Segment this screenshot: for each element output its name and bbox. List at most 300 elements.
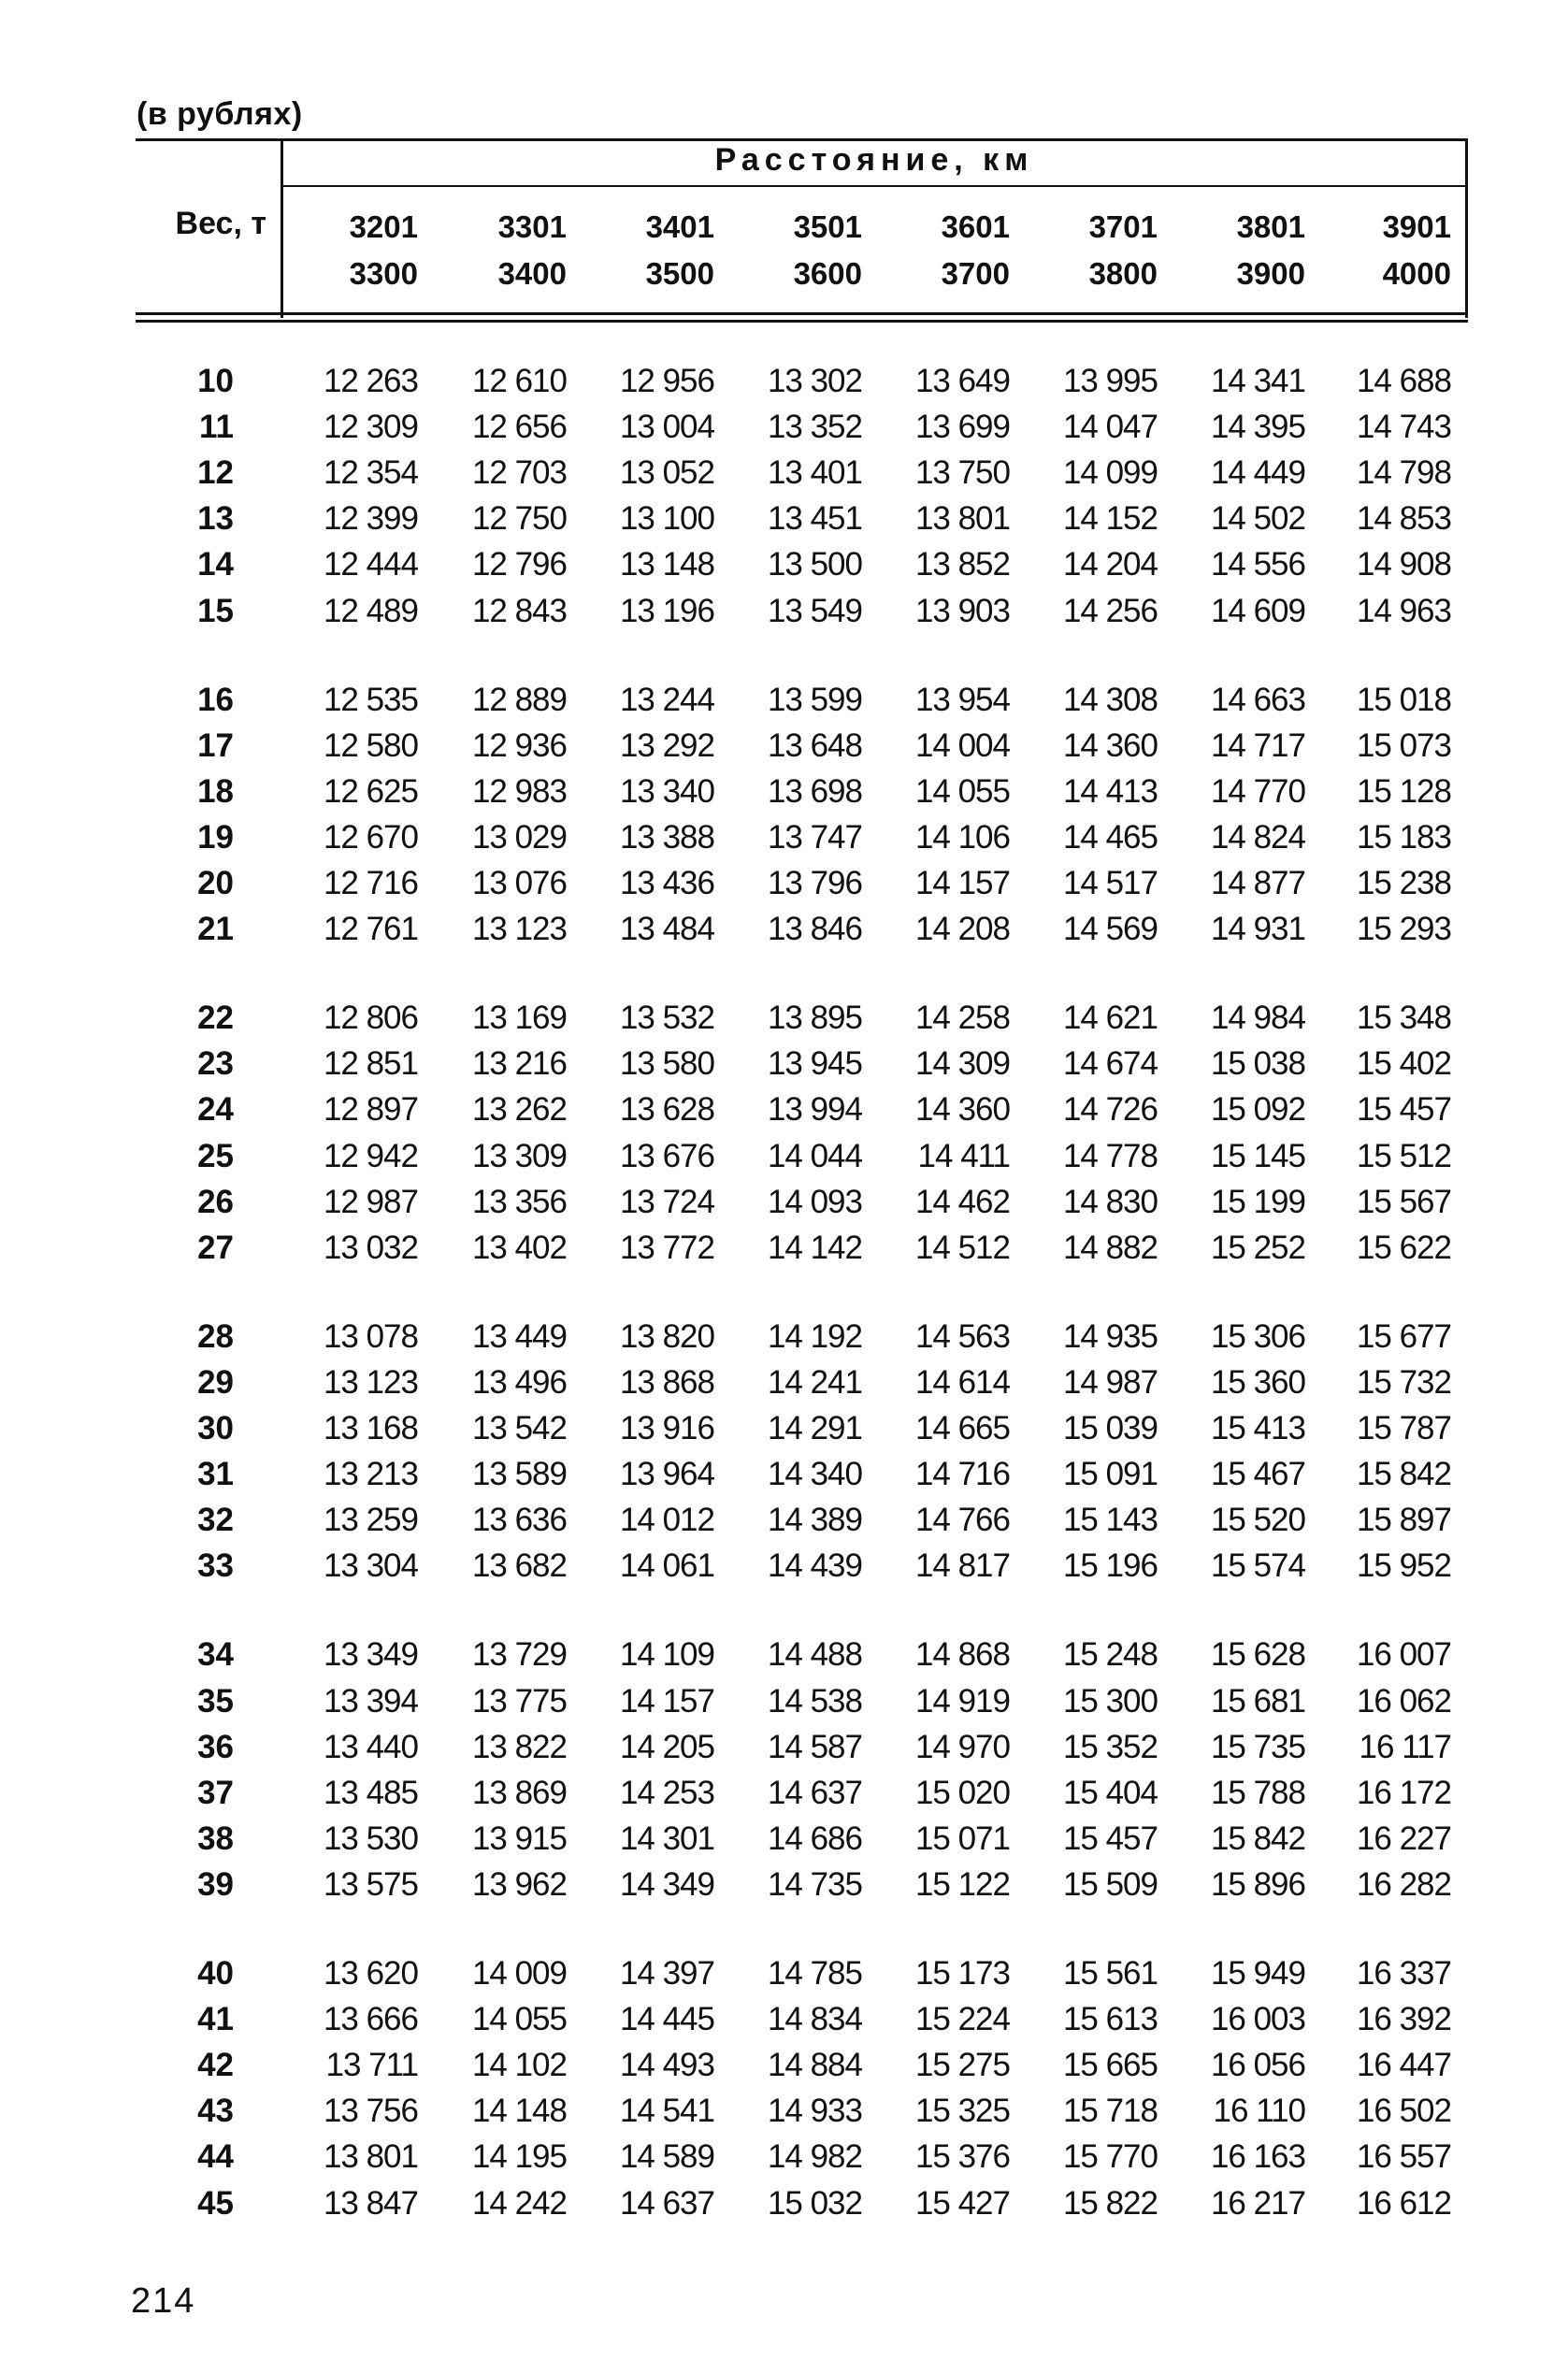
price-cell: 15 628 — [1210, 1636, 1305, 1674]
price-cell: 13 636 — [471, 1502, 567, 1539]
price-cell: 14 970 — [914, 1728, 1010, 1765]
table-row — [0, 911, 1568, 957]
price-cell: 15 567 — [1356, 1183, 1451, 1220]
price-cell: 12 983 — [471, 772, 567, 810]
price-cell: 14 637 — [619, 2184, 714, 2222]
price-cell: 13 292 — [619, 727, 714, 764]
table-row — [0, 1318, 1568, 1364]
price-cell: 15 293 — [1356, 911, 1451, 948]
price-cell: 14 517 — [1062, 865, 1158, 901]
range-from: 3501 — [793, 209, 862, 244]
table-row — [0, 500, 1568, 546]
price-cell: 14 798 — [1356, 454, 1451, 492]
weight-cell: 23 — [197, 1045, 234, 1083]
price-cell: 15 718 — [1062, 2093, 1158, 2130]
distance-range-header — [296, 204, 418, 297]
price-cell: 13 772 — [619, 1229, 714, 1266]
price-cell: 15 348 — [1356, 1000, 1451, 1037]
weight-cell: 39 — [197, 1865, 234, 1903]
price-cell: 14 258 — [914, 1000, 1010, 1037]
price-cell: 15 020 — [914, 1774, 1010, 1811]
price-cell: 13 964 — [619, 1456, 714, 1493]
price-cell: 13 244 — [619, 681, 714, 718]
price-cell: 14 834 — [767, 2001, 862, 2038]
price-cell: 14 208 — [914, 911, 1010, 948]
price-cell: 13 496 — [471, 1363, 567, 1401]
price-cell: 15 467 — [1210, 1456, 1305, 1493]
distance-range-header — [445, 204, 567, 297]
table-row — [0, 2093, 1568, 2138]
price-cell: 13 388 — [619, 818, 714, 856]
price-cell: 13 869 — [471, 1774, 567, 1811]
price-cell: 13 436 — [619, 865, 714, 901]
price-cell: 15 427 — [914, 2184, 1010, 2222]
weight-cell: 18 — [197, 772, 234, 810]
table-row — [0, 1866, 1568, 1912]
range-from: 3801 — [1236, 209, 1305, 244]
price-cell: 14 204 — [1062, 546, 1158, 583]
price-cell: 12 535 — [323, 681, 418, 718]
price-cell: 12 656 — [471, 409, 567, 446]
table-row — [0, 727, 1568, 773]
price-cell: 15 842 — [1356, 1456, 1451, 1493]
price-cell: 13 729 — [471, 1636, 567, 1674]
price-cell: 14 004 — [914, 727, 1010, 764]
price-cell: 12 444 — [323, 546, 418, 583]
price-cell: 13 994 — [767, 1091, 862, 1129]
price-cell: 13 962 — [471, 1865, 567, 1903]
price-cell: 14 109 — [619, 1636, 714, 1674]
price-cell: 13 440 — [323, 1728, 418, 1765]
range-from: 3601 — [941, 209, 1010, 244]
price-cell: 14 785 — [767, 1955, 862, 1992]
price-cell: 14 192 — [767, 1317, 862, 1355]
price-cell: 12 716 — [323, 865, 418, 901]
price-cell: 16 557 — [1356, 2138, 1451, 2176]
price-cell: 16 612 — [1356, 2184, 1451, 2222]
price-cell: 14 665 — [914, 1410, 1010, 1446]
price-cell: 15 360 — [1210, 1363, 1305, 1401]
price-cell: 16 003 — [1210, 2001, 1305, 2038]
distance-range-header — [593, 204, 714, 297]
price-cell: 14 195 — [471, 2138, 567, 2176]
weight-cell: 30 — [197, 1410, 234, 1446]
range-from: 3201 — [349, 209, 418, 244]
price-cell: 13 196 — [619, 592, 714, 629]
price-cell: 15 512 — [1356, 1137, 1451, 1174]
table-row — [0, 1045, 1568, 1091]
price-cell: 15 770 — [1062, 2138, 1158, 2176]
price-cell: 13 532 — [619, 1000, 714, 1037]
price-cell: 12 956 — [619, 363, 714, 399]
range-to: 3700 — [941, 256, 1010, 291]
price-cell: 16 172 — [1356, 1774, 1451, 1811]
weight-cell: 35 — [197, 1682, 234, 1719]
price-cell: 13 682 — [471, 1547, 567, 1585]
price-cell: 14 717 — [1210, 727, 1305, 764]
price-cell: 13 846 — [767, 911, 862, 948]
price-cell: 13 868 — [619, 1363, 714, 1401]
price-cell: 13 820 — [619, 1317, 714, 1355]
table-row — [0, 2001, 1568, 2047]
weight-cell: 28 — [197, 1317, 234, 1355]
range-from: 3401 — [645, 209, 714, 244]
price-cell: 15 224 — [914, 2001, 1010, 2038]
price-cell: 12 309 — [323, 409, 418, 446]
table-row — [0, 2185, 1568, 2231]
price-cell: 14 253 — [619, 1774, 714, 1811]
weight-cell: 32 — [197, 1502, 234, 1539]
price-cell: 13 076 — [471, 865, 567, 901]
distance-range-header — [1330, 204, 1451, 297]
weight-cell: 36 — [197, 1728, 234, 1765]
table-header — [136, 138, 1468, 318]
price-cell: 14 309 — [914, 1045, 1010, 1083]
weight-cell: 44 — [197, 2138, 234, 2176]
price-cell: 13 648 — [767, 727, 862, 764]
price-cell: 13 575 — [323, 1865, 418, 1903]
header-bottom-rule-double — [136, 320, 1468, 323]
price-cell: 13 213 — [323, 1456, 418, 1493]
price-cell: 16 163 — [1210, 2138, 1305, 2176]
price-cell: 13 895 — [767, 1000, 862, 1037]
price-cell: 14 205 — [619, 1728, 714, 1765]
price-cell: 13 954 — [914, 681, 1010, 718]
price-cell: 14 778 — [1062, 1137, 1158, 1174]
weight-cell: 11 — [199, 409, 234, 446]
price-cell: 14 743 — [1356, 409, 1451, 446]
table-row — [0, 682, 1568, 727]
price-cell: 13 580 — [619, 1045, 714, 1083]
weight-cell: 43 — [197, 2093, 234, 2130]
price-cell: 13 666 — [323, 2001, 418, 2038]
price-cell: 13 995 — [1062, 363, 1158, 399]
weight-cell: 31 — [197, 1456, 234, 1493]
price-cell: 14 884 — [767, 2047, 862, 2084]
price-cell: 14 908 — [1356, 546, 1451, 583]
weight-column-header: Вес, т — [175, 206, 266, 241]
distance-range-header — [741, 204, 862, 297]
header-mid-rule — [281, 185, 1468, 187]
price-cell: 16 062 — [1356, 1682, 1451, 1719]
price-cell: 15 173 — [914, 1955, 1010, 1992]
price-cell: 14 341 — [1210, 363, 1305, 399]
price-cell: 16 110 — [1213, 2093, 1305, 2130]
table-row — [0, 1364, 1568, 1410]
price-cell: 14 061 — [619, 1547, 714, 1585]
price-cell: 16 282 — [1356, 1865, 1451, 1903]
price-cell: 14 984 — [1210, 1000, 1305, 1037]
price-cell: 13 796 — [767, 865, 862, 901]
price-cell: 14 541 — [619, 2093, 714, 2130]
price-cell: 14 044 — [767, 1137, 862, 1174]
price-cell: 14 389 — [767, 1502, 862, 1539]
price-cell: 15 404 — [1062, 1774, 1158, 1811]
price-cell: 14 395 — [1210, 409, 1305, 446]
price-cell: 13 945 — [767, 1045, 862, 1083]
price-cell: 13 169 — [471, 1000, 567, 1037]
price-cell: 13 029 — [471, 818, 567, 856]
price-cell: 13 750 — [914, 454, 1010, 492]
price-cell: 12 610 — [471, 363, 567, 399]
price-cell: 14 735 — [767, 1865, 862, 1903]
price-cell: 13 309 — [471, 1137, 567, 1174]
price-cell: 13 756 — [323, 2093, 418, 2130]
table-row — [0, 1410, 1568, 1456]
table-row — [0, 1184, 1568, 1230]
price-cell: 13 903 — [914, 592, 1010, 629]
weight-cell: 21 — [197, 911, 234, 948]
price-cell: 15 039 — [1062, 1410, 1158, 1446]
weight-cell: 37 — [197, 1774, 234, 1811]
price-cell: 14 563 — [914, 1317, 1010, 1355]
price-cell: 12 761 — [323, 911, 418, 948]
price-cell: 14 157 — [619, 1682, 714, 1719]
price-cell: 14 106 — [914, 818, 1010, 856]
price-cell: 13 340 — [619, 772, 714, 810]
weight-cell: 29 — [197, 1363, 234, 1401]
price-cell: 13 302 — [767, 363, 862, 399]
price-cell: 15 073 — [1356, 727, 1451, 764]
range-to: 3500 — [645, 256, 714, 291]
price-cell: 13 500 — [767, 546, 862, 583]
price-cell: 13 451 — [767, 500, 862, 538]
price-cell: 12 263 — [323, 363, 418, 399]
price-cell: 12 580 — [323, 727, 418, 764]
price-cell: 14 987 — [1062, 1363, 1158, 1401]
price-cell: 14 674 — [1062, 1045, 1158, 1083]
price-cell: 12 806 — [323, 1000, 418, 1037]
price-cell: 13 356 — [471, 1183, 567, 1220]
price-cell: 15 681 — [1210, 1682, 1305, 1719]
weight-cell: 33 — [197, 1547, 234, 1585]
price-cell: 15 092 — [1210, 1091, 1305, 1129]
price-cell: 14 637 — [767, 1774, 862, 1811]
price-cell: 13 032 — [323, 1229, 418, 1266]
price-cell: 15 091 — [1062, 1456, 1158, 1493]
weight-cell: 34 — [197, 1636, 234, 1674]
price-cell: 13 628 — [619, 1091, 714, 1129]
price-cell: 14 242 — [471, 2184, 567, 2222]
table-row — [0, 1636, 1568, 1682]
price-cell: 13 530 — [323, 1820, 418, 1857]
price-cell: 15 143 — [1062, 1502, 1158, 1539]
price-cell: 13 915 — [471, 1820, 567, 1857]
weight-cell: 41 — [197, 2001, 234, 2038]
price-cell: 15 787 — [1356, 1410, 1451, 1446]
price-cell: 13 698 — [767, 772, 862, 810]
table-row — [0, 1683, 1568, 1729]
price-cell: 13 589 — [471, 1456, 567, 1493]
price-cell: 15 032 — [767, 2184, 862, 2222]
table-row — [0, 546, 1568, 592]
price-cell: 14 142 — [767, 1229, 862, 1266]
price-cell: 15 376 — [914, 2138, 1010, 2176]
table-row — [0, 1000, 1568, 1045]
price-cell: 13 262 — [471, 1091, 567, 1129]
price-cell: 14 360 — [1062, 727, 1158, 764]
price-cell: 15 622 — [1356, 1229, 1451, 1266]
weight-cell: 19 — [197, 818, 234, 856]
table-row — [0, 1775, 1568, 1820]
weight-cell: 12 — [197, 454, 234, 492]
price-cell: 14 919 — [914, 1682, 1010, 1719]
price-cell: 14 488 — [767, 1636, 862, 1674]
price-cell: 13 449 — [471, 1317, 567, 1355]
price-cell: 14 256 — [1062, 592, 1158, 629]
weight-cell: 38 — [197, 1820, 234, 1857]
price-cell: 12 703 — [471, 454, 567, 492]
price-cell: 14 009 — [471, 1955, 567, 1992]
price-cell: 14 502 — [1210, 500, 1305, 538]
range-to: 3400 — [497, 256, 567, 291]
table-row — [0, 1729, 1568, 1775]
table-row — [0, 1230, 1568, 1275]
table-row — [0, 409, 1568, 454]
weight-cell: 13 — [197, 500, 234, 538]
price-cell: 14 963 — [1356, 592, 1451, 629]
price-cell: 15 145 — [1210, 1137, 1305, 1174]
price-cell: 13 542 — [471, 1410, 567, 1446]
price-cell: 12 942 — [323, 1137, 418, 1174]
price-cell: 12 750 — [471, 500, 567, 538]
price-cell: 15 038 — [1210, 1045, 1305, 1083]
price-cell: 15 788 — [1210, 1774, 1305, 1811]
price-cell: 16 217 — [1210, 2184, 1305, 2222]
price-cell: 15 018 — [1356, 681, 1451, 718]
price-cell: 14 012 — [619, 1502, 714, 1539]
price-cell: 14 411 — [917, 1137, 1010, 1174]
table-row — [0, 2138, 1568, 2184]
header-bottom-rule — [136, 312, 1468, 315]
price-cell: 14 449 — [1210, 454, 1305, 492]
price-cell: 13 620 — [323, 1955, 418, 1992]
price-cell: 13 699 — [914, 409, 1010, 446]
price-cell: 15 122 — [914, 1865, 1010, 1903]
table-row — [0, 1955, 1568, 2001]
price-cell: 14 413 — [1062, 772, 1158, 810]
price-cell: 12 670 — [323, 818, 418, 856]
price-cell: 16 337 — [1356, 1955, 1451, 1992]
range-to: 3600 — [793, 256, 862, 291]
price-cell: 12 936 — [471, 727, 567, 764]
price-cell: 12 851 — [323, 1045, 418, 1083]
weight-cell: 22 — [197, 1000, 234, 1037]
price-cell: 16 227 — [1356, 1820, 1451, 1857]
page-number: 214 — [131, 2281, 196, 2321]
table-row — [0, 1820, 1568, 1866]
table-row — [0, 773, 1568, 819]
price-cell: 15 952 — [1356, 1547, 1451, 1585]
price-cell: 15 822 — [1062, 2184, 1158, 2222]
price-cell: 14 609 — [1210, 592, 1305, 629]
weight-cell: 25 — [197, 1137, 234, 1174]
price-cell: 15 677 — [1356, 1317, 1451, 1355]
price-cell: 15 325 — [914, 2093, 1010, 2130]
price-cell: 13 676 — [619, 1137, 714, 1174]
price-cell: 13 822 — [471, 1728, 567, 1765]
range-to: 3900 — [1236, 256, 1305, 291]
price-cell: 13 402 — [471, 1229, 567, 1266]
price-cell: 14 152 — [1062, 500, 1158, 538]
distance-title: Расстояние, км — [714, 142, 1034, 178]
price-cell: 15 252 — [1210, 1229, 1305, 1266]
price-cell: 16 447 — [1356, 2047, 1451, 2084]
price-cell: 14 716 — [914, 1456, 1010, 1493]
range-from: 3701 — [1088, 209, 1158, 244]
price-cell: 15 896 — [1210, 1865, 1305, 1903]
weight-cell: 42 — [197, 2047, 234, 2084]
price-cell: 14 301 — [619, 1820, 714, 1857]
price-cell: 15 199 — [1210, 1183, 1305, 1220]
weight-cell: 27 — [197, 1229, 234, 1266]
price-cell: 13 216 — [471, 1045, 567, 1083]
price-cell: 16 502 — [1356, 2093, 1451, 2130]
price-cell: 13 401 — [767, 454, 862, 492]
range-to: 3300 — [349, 256, 418, 291]
price-cell: 13 724 — [619, 1183, 714, 1220]
price-cell: 15 352 — [1062, 1728, 1158, 1765]
price-cell: 13 775 — [471, 1682, 567, 1719]
price-cell: 16 117 — [1359, 1728, 1451, 1765]
price-cell: 14 614 — [914, 1363, 1010, 1401]
price-cell: 15 238 — [1356, 865, 1451, 901]
price-cell: 14 445 — [619, 2001, 714, 2038]
price-cell: 15 128 — [1356, 772, 1451, 810]
price-cell: 15 275 — [914, 2047, 1010, 2084]
table-row — [0, 819, 1568, 865]
price-cell: 15 561 — [1062, 1955, 1158, 1992]
table-row — [0, 1138, 1568, 1184]
price-cell: 14 291 — [767, 1410, 862, 1446]
price-cell: 14 663 — [1210, 681, 1305, 718]
price-cell: 14 157 — [914, 865, 1010, 901]
weight-cell: 24 — [197, 1091, 234, 1129]
price-cell: 13 394 — [323, 1682, 418, 1719]
price-cell: 15 071 — [914, 1820, 1010, 1857]
price-cell: 14 933 — [767, 2093, 862, 2130]
price-cell: 14 766 — [914, 1502, 1010, 1539]
price-cell: 15 842 — [1210, 1820, 1305, 1857]
price-cell: 15 574 — [1210, 1547, 1305, 1585]
price-cell: 14 055 — [914, 772, 1010, 810]
price-cell: 14 824 — [1210, 818, 1305, 856]
price-cell: 13 847 — [323, 2184, 418, 2222]
weight-cell: 16 — [197, 681, 234, 718]
header-top-rule — [136, 138, 1468, 141]
price-cell: 14 770 — [1210, 772, 1305, 810]
weight-cell: 20 — [197, 865, 234, 901]
price-cell: 15 732 — [1356, 1363, 1451, 1401]
table-row — [0, 1091, 1568, 1137]
price-cell: 14 360 — [914, 1091, 1010, 1129]
price-cell: 15 665 — [1062, 2047, 1158, 2084]
weight-cell: 40 — [197, 1955, 234, 1992]
price-cell: 12 399 — [323, 500, 418, 538]
price-cell: 14 512 — [914, 1229, 1010, 1266]
price-cell: 14 397 — [619, 1955, 714, 1992]
price-cell: 14 982 — [767, 2138, 862, 2176]
price-cell: 13 349 — [323, 1636, 418, 1674]
price-cell: 15 520 — [1210, 1502, 1305, 1539]
price-cell: 13 916 — [619, 1410, 714, 1446]
price-cell: 13 259 — [323, 1502, 418, 1539]
price-cell: 15 183 — [1356, 818, 1451, 856]
price-cell: 13 123 — [323, 1363, 418, 1401]
price-cell: 13 485 — [323, 1774, 418, 1811]
price-cell: 12 796 — [471, 546, 567, 583]
price-cell: 15 413 — [1210, 1410, 1305, 1446]
